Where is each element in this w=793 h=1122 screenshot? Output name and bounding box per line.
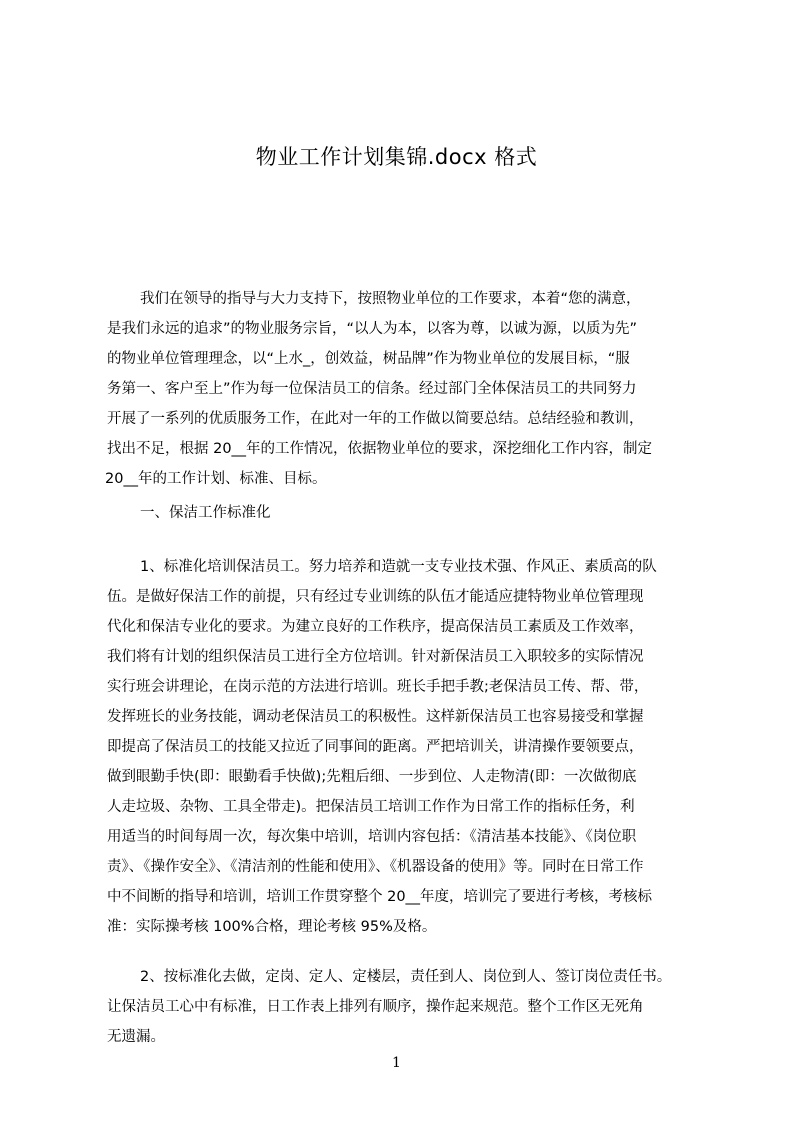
item1-line: 我们将有计划的组织保洁员工进行全方位培训。针对新保洁员工入职较多的实际情况: [107, 649, 644, 665]
item1-line: 代化和保洁专业化的要求。为建立良好的工作秩序，提高保洁员工素质及工作效率，: [107, 619, 644, 635]
item1-line: 中不间断的指导和培训，培训工作贯穿整个 20__年度，培训完了要进行考核，考核标: [107, 889, 653, 905]
item2-line: 2、按标准化去做，定岗、定人、定楼层，责任到人、岗位到人、签订岗位责任书。: [140, 969, 672, 985]
page-number: 1: [392, 1055, 401, 1071]
intro-line: 我们在领导的指导与大力支持下，按照物业单位的工作要求，本着“您的满意，: [140, 291, 641, 307]
item1-line: 实行班会讲理论，在岗示范的方法进行培训。班长手把手教;老保洁员工传、帮、带，: [107, 679, 649, 695]
intro-line: 务第一、客户至上”作为每一位保洁员工的信条。经过部门全体保洁员工的共同努力: [107, 381, 637, 397]
intro-line: 开展了一系列的优质服务工作，在此对一年的工作做以简要总结。总结经验和教训，: [107, 411, 644, 427]
item1-line: 做到眼勤手快(即：眼勤看手快做);先粗后细、一步到位、人走物清(即：一次做彻底: [107, 769, 637, 785]
item1-line: 准：实际操考核 100%合格，理论考核 95%及格。: [107, 919, 437, 935]
intro-line: 20__年的工作计划、标准、目标。: [105, 471, 327, 487]
intro-line: 是我们永远的追求”的物业服务宗旨，“以人为本，以客为尊，以诚为源，以质为先”: [107, 321, 638, 337]
item1-line: 发挥班长的业务技能，调动老保洁员工的积极性。这样新保洁员工也容易接受和掌握: [107, 709, 644, 725]
item2-line: 无遗漏。: [107, 1029, 165, 1045]
item1-line: 伍。是做好保洁工作的前提，只有经过专业训练的队伍才能适应捷特物业单位管理现: [107, 589, 644, 605]
item1-line: 人走垃圾、杂物、工具全带走)。把保洁员工培训工作作为日常工作的指标任务，利: [107, 799, 635, 815]
item2-line: 让保洁员工心中有标准，日工作表上排列有顺序，操作起来规范。整个工作区无死角: [107, 999, 644, 1015]
item1-line: 即提高了保洁员工的技能又拉近了同事间的距离。严把培训关，讲清操作要领要点，: [107, 739, 644, 755]
intro-line: 的物业单位管理理念，以“上水_，创效益，树品牌”作为物业单位的发展目标，“服: [107, 351, 630, 367]
document-title: 物业工作计划集锦.docx 格式: [255, 145, 538, 169]
item1-line: 1、标准化培训保洁员工。努力培养和造就一支专业技术强、作风正、素质高的队: [140, 559, 657, 575]
item1-line: 用适当的时间每周一次，每次集中培训，培训内容包括：《清洁基本技能》、《岗位职: [107, 829, 637, 845]
item1-line: 责》、《操作安全》、《清洁剂的性能和使用》、《机器设备的使用》等。同时在日常工作: [107, 859, 644, 875]
section-heading: 一、保洁工作标准化: [140, 505, 271, 521]
intro-line: 找出不足，根据 20__年的工作情况，依据物业单位的要求，深挖细化工作内容，制定: [107, 441, 653, 457]
